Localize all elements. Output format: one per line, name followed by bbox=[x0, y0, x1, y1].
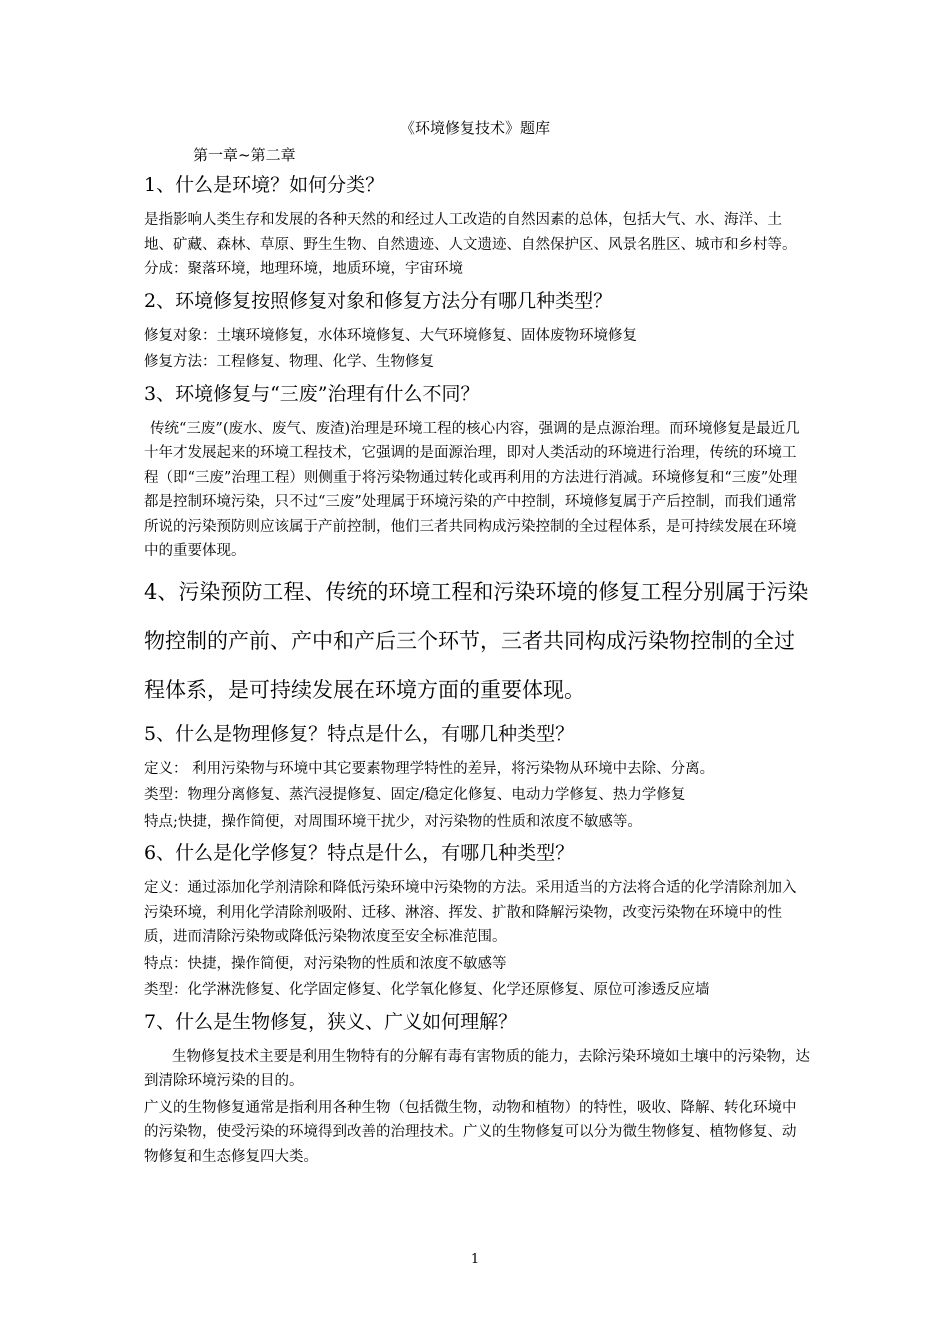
question-list bbox=[144, 170, 810, 1173]
question-heading: 7、什么是生物修复，狭义、广义如何理解？ bbox=[144, 1010, 518, 1033]
answer-paragraph: 广义的生物修复通常是指利用各种生物（包括微生物，动物和植物）的特性，吸收、降解、转化环境中的污染物，使受污染的环境得到改善的治理技术。广义的生物修复可以分为微生物修复、植物修复、动物修复和生态修复四大类。 bbox=[144, 1099, 797, 1165]
answer-paragraph: 类型：化学淋洗修复、化学固定修复、化学氧化修复、化学还原修复、原位可渗透反应墙 bbox=[144, 982, 710, 998]
answer-paragraph: 特点;快捷，操作简便，对周围环境干扰少，对污染物的性质和浓度不敏感等。 bbox=[144, 813, 642, 830]
answer-paragraph: 类型：物理分离修复、蒸汽浸提修复、固定/稳定化修复、电动力学修复、热力学修复 bbox=[144, 787, 686, 803]
question-block-2 bbox=[144, 286, 810, 375]
question-heading: 1、什么是环境？如何分类？ bbox=[144, 174, 385, 196]
answer-paragraph: 定义： 利用污染物与环境中其它要素物理学特性的差异，将污染物从环境中去除、分离。 bbox=[144, 760, 715, 777]
answer-paragraph: 修复方法：工程修复、物理、化学、生物修复 bbox=[144, 354, 434, 370]
answer-paragraph: 生物修复技术主要是利用生物特有的分解有毒有害物质的能力，去除污染环境如土壤中的污染物，达到清除环境污染的目的。 bbox=[144, 1048, 810, 1089]
answer-paragraph: 定义：通过添加化学剂清除和降低污染环境中污染物的方法。采用适当的方法将合适的化学清除剂加入污染环境，利用化学清除剂吸附、迁移、淋溶、挥发、扩散和降解污染物，改变污染物在环境中的性质，进而清除污染物或降低污染物浓度至安全标准范围。 bbox=[144, 880, 797, 945]
question-block-3 bbox=[144, 379, 810, 564]
answer-paragraph: 修复对象：土壤环境修复，水体环境修复、大气环境修复、固体废物环境修复 bbox=[144, 327, 637, 344]
page-number: 1 bbox=[470, 1252, 480, 1267]
question-block-1 bbox=[144, 170, 810, 282]
document-title: 《环境修复技术》题库 bbox=[399, 119, 550, 137]
answer-paragraph: 是指影响人类生存和发展的各种天然的和经过人工改造的自然因素的总体，包括大气、水、海洋、土地、矿藏、森林、草原、野生生物、自然遗迹、人文遗迹、自然保护区、风景名胜区、城市和乡村等。分成：聚落环境，地理环境，地质环境，宇宙环境 bbox=[144, 212, 797, 277]
question-heading: 5、什么是物理修复？特点是什么，有哪几种类型？ bbox=[144, 722, 575, 745]
question-heading: 6、什么是化学修复？特点是什么，有哪几种类型？ bbox=[144, 842, 575, 864]
question-heading: 3、环境修复与“三废”治理有什么不同？ bbox=[144, 382, 480, 405]
question-block-5 bbox=[144, 719, 810, 835]
answer-paragraph: 特点：快捷，操作简便，对污染物的性质和浓度不敏感等 bbox=[144, 955, 507, 972]
question-heading: 2、环境修复按照修复对象和修复方法分有哪几种类型？ bbox=[144, 289, 613, 312]
chapter-heading: 第一章~第二章 bbox=[193, 146, 296, 164]
question-block-7 bbox=[144, 1007, 810, 1170]
question-heading: 4、污染预防工程、传统的环境工程和污染环境的修复工程分别属于污染物控制的产前、产中和产后三个环节，三者共同构成污染物控制的全过程体系，是可持续发展在环境方面的重要体现。 bbox=[144, 579, 809, 702]
question-block-6 bbox=[144, 838, 810, 1003]
question-block-4 bbox=[144, 568, 810, 715]
answer-paragraph: 传统“三废”(废水、废气、废渣)治理是环境工程的核心内容，强调的是点源治理。而环境修复是最近几十年才发展起来的环境工程技术，它强调的是面源治理，即对人类活动的环境进行治理，传统的环境工程（即“三废”治理工程）则侧重于将污染物通过转化或再利用的方法进行消减。环境修复和“三废”处理都是控制环境污染，只不过“三废”处理属于环境污染的产中控制，环境修复属于产后控制，而我们通常所说的污染预防则应该属于产前控制，他们三者共同构成污染控制的全过程体系，是可持续发展在环境中的重要体现。 bbox=[144, 420, 800, 559]
